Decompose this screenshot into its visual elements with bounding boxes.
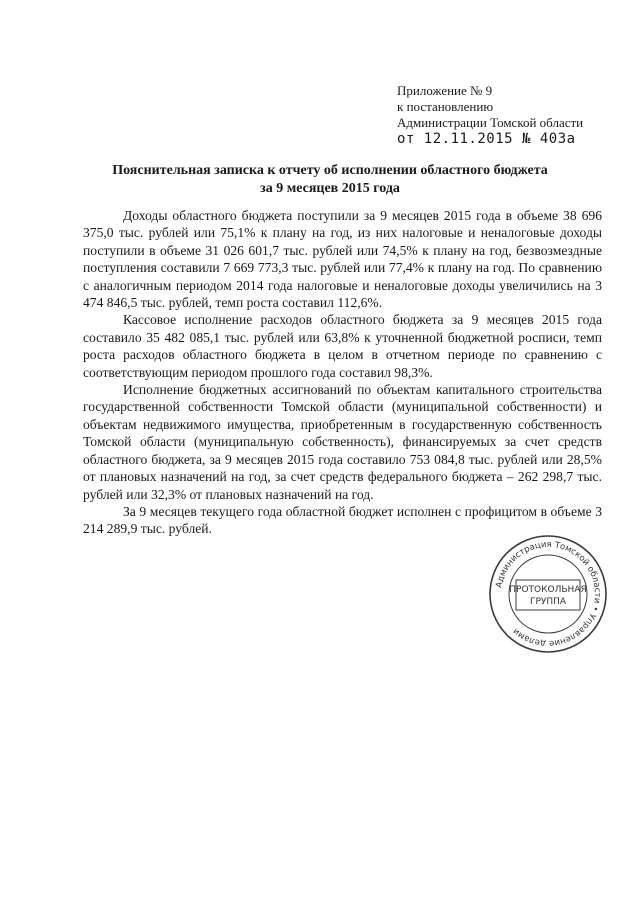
paragraph-revenues: Доходы областного бюджета поступили за 9 месяцев 2015 года в объеме 38 696 375,0 тыс. рублей или 75,1% к плану на год, из них налоговые и неналоговые доходы поступили в объеме 31 026 601,7 тыс. рублей или 74,5% к плану на год, безвозмездные поступления составили 7 669 773,3 тыс. рублей или 77,4% к плану на год. По сравнению с аналогичным периодом 2014 года налоговые и неналоговые доходы увеличились на 3 474 846,5 тыс. рублей, темп роста составил 112,6%.	[83, 208, 602, 311]
document-body	[83, 207, 602, 538]
appendix-resolution: к постановлению	[397, 99, 494, 114]
stamp-line-1: ПРОТОКОЛЬНАЯ	[509, 585, 587, 595]
stamp-outer-text: Администрация Томской области • Управление делами	[494, 539, 603, 649]
paragraph-capital-construction: Исполнение бюджетных ассигнований по объектам капитального строительства государственной собственности Томской области (муниципальной собственности) и объектам недвижимого имущества, приобретенным в государственную собственность Томской области (муниципальную собственность), финансируемых за счет средств областного бюджета, за 9 месяцев 2015 года составило 753 084,8 тыс. рублей или 28,5% от плановых назначений на год, за счет средств федерального бюджета – 262 298,7 тыс. рублей или 32,3% от плановых назначений на год.	[83, 382, 602, 502]
paragraph-expenditures: Кассовое исполнение расходов областного бюджета за 9 месяцев 2015 года составило 35 482 085,1 тыс. рублей или 63,8% к уточненной бюджетной росписи, темп роста расходов областного бюджета в целом в отчетном периоде по сравнению с соответствующим периодом прошлого года составил 98,3%.	[83, 312, 602, 380]
stamp-seal	[486, 532, 610, 656]
appendix-authority: Администрации Томской области	[397, 115, 584, 130]
title-line-2: за 9 месяцев 2015 года	[260, 181, 400, 196]
appendix-number: Приложение № 9	[397, 83, 493, 98]
document-title	[60, 162, 600, 198]
paragraph-surplus: За 9 месяцев текущего года областной бюджет исполнен с профицитом в объеме 3 214 289,9 тыс. рублей.	[83, 503, 602, 537]
appendix-block	[397, 83, 627, 147]
appendix-date: от 12.11.2015 № 403а	[397, 131, 576, 147]
title-line-1: Пояснительная записка к отчету об исполнении областного бюджета	[112, 163, 548, 178]
stamp-line-2: ГРУППА	[529, 597, 567, 607]
